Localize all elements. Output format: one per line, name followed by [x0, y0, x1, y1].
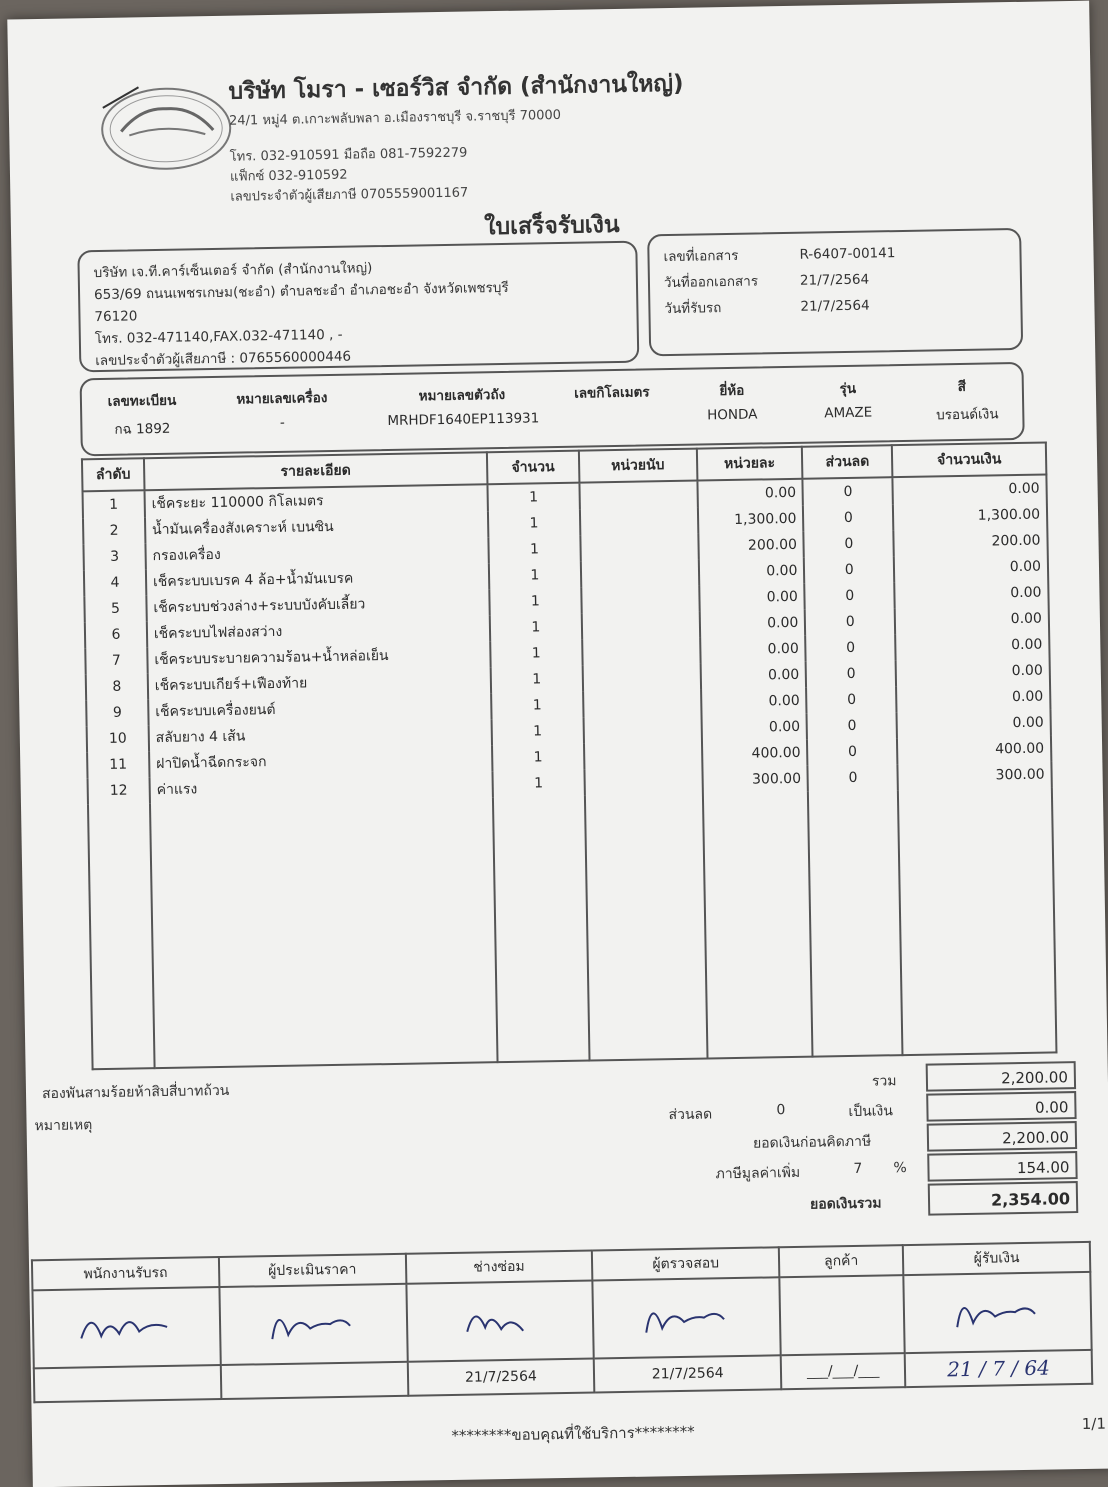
- date-receiver: [34, 1365, 221, 1402]
- item-no: 7: [85, 647, 147, 674]
- doc-no-label: เลขที่เอกสาร: [663, 247, 739, 266]
- company-tax-id: เลขประจำตัวผู้เสียภาษี 0705559001167: [230, 185, 469, 205]
- empty-cell: [88, 803, 155, 1069]
- vat-percent-sign: %: [893, 1160, 907, 1177]
- engine-label: หมายเลขเครื่อง: [236, 390, 328, 408]
- item-quantity: 1: [492, 718, 584, 746]
- handwritten-signature: [942, 1282, 1053, 1340]
- item-unit: [582, 664, 700, 692]
- plate-value: กฉ 1892: [114, 420, 171, 438]
- handwritten-signature: [631, 1287, 742, 1345]
- item-description: เช็คระบบเกียร์+เฟืองท้าย: [148, 667, 491, 699]
- item-unit-price: 0.00: [700, 636, 806, 664]
- grand-total-label: ยอดเงินรวม: [809, 1195, 882, 1213]
- sig-header-receiver: พนักงานรับรถ: [32, 1257, 219, 1290]
- document-title: ใบเสร็จรับเงิน: [484, 211, 620, 241]
- model-value: AMAZE: [824, 404, 873, 422]
- km-value: [542, 408, 682, 410]
- discount-value: 0: [776, 1102, 786, 1119]
- header-discount: ส่วนลด: [802, 445, 892, 479]
- item-unit-price: 0.00: [699, 584, 805, 612]
- chassis-label: หมายเลขตัวถัง: [418, 386, 506, 405]
- empty-cell: [585, 794, 707, 1061]
- item-unit-price: 200.00: [698, 532, 804, 560]
- doc-no: R-6407-00141: [799, 245, 896, 263]
- item-quantity: 1: [491, 692, 583, 720]
- brand-label: ยี่ห้อ: [719, 382, 745, 400]
- item-description: ค่าแรง: [149, 771, 492, 803]
- empty-cell: [702, 792, 812, 1059]
- item-discount: 0: [807, 738, 897, 766]
- date-estimator: [221, 1362, 408, 1399]
- discount-label: ส่วนลด: [668, 1106, 713, 1124]
- item-description: น้ำมันเครื่องสังเคราะห์ เบนซิน: [145, 511, 488, 543]
- item-description: เช็คระบบช่วงล่าง+ระบบบังคับเลี้ยว: [146, 589, 489, 621]
- item-quantity: 1: [491, 666, 583, 694]
- item-unit-price: 0.00: [700, 662, 806, 690]
- item-amount: 0.00: [896, 683, 1050, 712]
- item-unit: [582, 638, 700, 666]
- receive-date-label: วันที่รับรถ: [664, 300, 722, 318]
- model-label: รุ่น: [839, 380, 857, 398]
- item-discount: 0: [804, 556, 894, 584]
- item-no: 2: [83, 517, 145, 544]
- item-no: 11: [87, 751, 149, 778]
- item-quantity: 1: [489, 588, 581, 616]
- item-unit: [583, 716, 701, 744]
- item-description: เช็คระบบไฟส่องสว่าง: [147, 615, 490, 647]
- header-description: รายละเอียด: [144, 452, 488, 490]
- item-quantity: 1: [487, 483, 579, 512]
- item-unit-price: 0.00: [698, 558, 804, 586]
- company-logo: [90, 77, 242, 180]
- customer-phone: โทร. 032-471140,FAX.032-471140 , -: [94, 326, 343, 348]
- signature-estimator: [219, 1284, 407, 1365]
- item-discount: 0: [804, 530, 894, 558]
- date-inspector: 21/7/2564: [594, 1355, 781, 1392]
- item-unit-price: 300.00: [702, 766, 808, 794]
- sig-header-cashier: ผู้รับเงิน: [903, 1242, 1090, 1275]
- customer-postcode: 76120: [94, 308, 138, 326]
- signature-inspector: [593, 1277, 781, 1358]
- before-tax-value: 2,200.00: [927, 1121, 1077, 1152]
- item-no: 3: [83, 543, 145, 570]
- signature-table: [31, 1241, 1093, 1403]
- vehicle-box: [80, 362, 1025, 456]
- item-quantity: 1: [488, 536, 580, 564]
- item-quantity: 1: [489, 562, 581, 590]
- document-info-box: [647, 228, 1023, 357]
- item-description: เช็คระบบระบายความร้อน+น้ำหล่อเย็น: [147, 641, 490, 673]
- item-amount: 200.00: [894, 527, 1048, 556]
- amount-in-words: สองพันสามร้อยห้าสิบสี่บาทถ้วน: [41, 1082, 230, 1103]
- signature-mechanic: [406, 1281, 594, 1362]
- handwritten-signature: [258, 1293, 369, 1351]
- footer-thanks: ********ขอบคุณที่ใช้บริการ********: [451, 1422, 695, 1446]
- issue-date-label: วันที่ออกเอกสาร: [663, 273, 759, 292]
- handwritten-signature: [71, 1297, 182, 1355]
- company-fax: แฟ็กซ์ 032-910592: [229, 167, 348, 185]
- item-quantity: 1: [488, 510, 580, 538]
- item-discount: 0: [803, 477, 893, 506]
- item-unit: [581, 586, 699, 614]
- chassis-value: MRHDF1640EP113931: [387, 410, 540, 429]
- item-unit-price: 400.00: [701, 740, 807, 768]
- item-unit: [584, 768, 702, 796]
- item-unit-price: 0.00: [701, 688, 807, 716]
- item-description: ฝาปิดน้ำฉีดกระจก: [149, 745, 492, 777]
- header-unit-price: หน่วยละ: [696, 447, 802, 481]
- item-amount: 0.00: [894, 579, 1048, 608]
- vat-label: ภาษีมูลค่าเพิ่ม: [715, 1164, 801, 1183]
- customer-address: 653/69 ถนนเพชรเกษม(ชะอำ) ตำบลชะอำ อำเภอชะอำ จังหวัดเพชรบุรี: [93, 279, 509, 304]
- item-quantity: 1: [490, 640, 582, 668]
- handwritten-signature: [444, 1290, 555, 1348]
- color-value: บรอนด์เงิน: [935, 406, 999, 424]
- plate-label: เลขทะเบียน: [107, 392, 177, 410]
- item-discount: 0: [806, 686, 896, 714]
- total-value: 2,200.00: [926, 1061, 1076, 1092]
- signature-cashier: [904, 1272, 1092, 1353]
- company-phone: โทร. 032-910591 มือถือ 081-7592279: [229, 145, 468, 165]
- item-unit: [582, 612, 700, 640]
- item-amount: 0.00: [897, 709, 1051, 738]
- date-mechanic: 21/7/2564: [407, 1359, 594, 1396]
- item-unit: [579, 481, 697, 510]
- item-discount: 0: [805, 582, 895, 610]
- sig-header-mechanic: ช่างซ่อม: [405, 1251, 592, 1284]
- item-unit-price: 0.00: [697, 479, 803, 508]
- item-no: 6: [85, 621, 147, 648]
- signature-receiver: [32, 1287, 220, 1368]
- grand-total-value: 2,354.00: [928, 1181, 1079, 1216]
- item-amount: 1,300.00: [893, 501, 1047, 530]
- item-unit: [580, 534, 698, 562]
- item-quantity: 1: [490, 614, 582, 642]
- item-amount: 0.00: [895, 605, 1049, 634]
- company-address: 24/1 หมู่4 ต.เกาะพลับพลา อ.เมืองราชบุรี จ.ราชบุรี 70000: [228, 107, 562, 129]
- item-quantity: 1: [492, 770, 584, 798]
- header-unit: หน่วยนับ: [579, 449, 697, 483]
- item-unit: [583, 690, 701, 718]
- item-unit-price: 1,300.00: [697, 506, 803, 534]
- item-unit: [584, 742, 702, 770]
- item-description: กรองเครื่อง: [145, 537, 488, 569]
- sig-header-inspector: ผู้ตรวจสอบ: [592, 1247, 779, 1280]
- sig-header-estimator: ผู้ประเมินราคา: [219, 1254, 406, 1287]
- signature-customer: [779, 1275, 904, 1355]
- item-discount: 0: [807, 712, 897, 740]
- item-discount: 0: [808, 764, 898, 792]
- receive-date: 21/7/2564: [800, 297, 870, 315]
- item-amount: 0.00: [893, 474, 1047, 504]
- total-label: รวม: [871, 1073, 897, 1090]
- item-amount: 400.00: [897, 735, 1051, 764]
- item-discount: 0: [806, 660, 896, 688]
- receipt-page: [7, 1, 1108, 1487]
- item-discount: 0: [806, 634, 896, 662]
- header-quantity: จำนวน: [487, 451, 579, 485]
- customer-name: บริษัท เจ.ที.คาร์เซ็นเตอร์ จำกัด (สำนักงานใหญ่): [93, 260, 373, 282]
- header-amount: จำนวนเงิน: [892, 442, 1046, 477]
- item-quantity: 1: [492, 744, 584, 772]
- km-label: เลขกิโลเมตร: [574, 384, 650, 402]
- page-number: 1/1: [1081, 1414, 1107, 1434]
- item-no: 12: [88, 777, 150, 804]
- company-name: บริษัท โมรา - เซอร์วิส จำกัด (สำนักงานใหญ่): [228, 70, 684, 105]
- customer-box: [77, 241, 639, 373]
- sig-header-customer: ลูกค้า: [779, 1245, 904, 1277]
- table-filler-row: [88, 787, 1056, 1069]
- item-unit: [581, 560, 699, 588]
- item-no: 5: [84, 595, 146, 622]
- discount-amount-value: 0.00: [926, 1091, 1076, 1122]
- before-tax-label: ยอดเงินก่อนคิดภาษี: [752, 1133, 872, 1152]
- empty-cell: [808, 790, 902, 1057]
- item-description: เช็คระบบเครื่องยนต์: [148, 693, 491, 725]
- item-no: 1: [83, 490, 145, 518]
- date-cashier: 21 / 7 / 64: [905, 1350, 1092, 1387]
- remark-label: หมายเหตุ: [34, 1117, 93, 1135]
- item-no: 4: [84, 569, 146, 596]
- item-no: 8: [86, 673, 148, 700]
- color-label: สี: [957, 378, 967, 396]
- item-amount: 0.00: [894, 553, 1048, 582]
- items-table: [81, 441, 1058, 1070]
- item-no: 10: [87, 725, 149, 752]
- vat-rate: 7: [853, 1160, 863, 1177]
- engine-value: -: [279, 414, 285, 431]
- discount-amount-label: เป็นเงิน: [848, 1103, 894, 1121]
- item-unit-price: 0.00: [699, 610, 805, 638]
- item-unit: [580, 508, 698, 536]
- item-unit-price: 0.00: [701, 714, 807, 742]
- issue-date: 21/7/2564: [799, 271, 870, 289]
- date-customer: ___/___/___: [781, 1353, 906, 1389]
- item-description: เช็คระยะ 110000 กิโลเมตร: [144, 484, 487, 517]
- item-discount: 0: [803, 504, 893, 532]
- item-description: สลับยาง 4 เส้น: [149, 719, 492, 751]
- item-discount: 0: [805, 608, 895, 636]
- header-no: ลำดับ: [82, 458, 144, 491]
- vat-value: 154.00: [927, 1151, 1077, 1182]
- item-amount: 0.00: [896, 657, 1050, 686]
- empty-cell: [150, 797, 498, 1068]
- item-no: 9: [86, 699, 148, 726]
- item-description: เช็คระบบเบรค 4 ล้อ+น้ำมันเบรค: [146, 563, 489, 595]
- empty-cell: [898, 787, 1056, 1055]
- brand-value: HONDA: [707, 406, 758, 424]
- customer-tax-id: เลขประจำตัวผู้เสียภาษี : 0765560000446: [95, 348, 352, 370]
- item-amount: 0.00: [895, 631, 1049, 660]
- item-amount: 300.00: [898, 761, 1052, 790]
- empty-cell: [493, 796, 589, 1063]
